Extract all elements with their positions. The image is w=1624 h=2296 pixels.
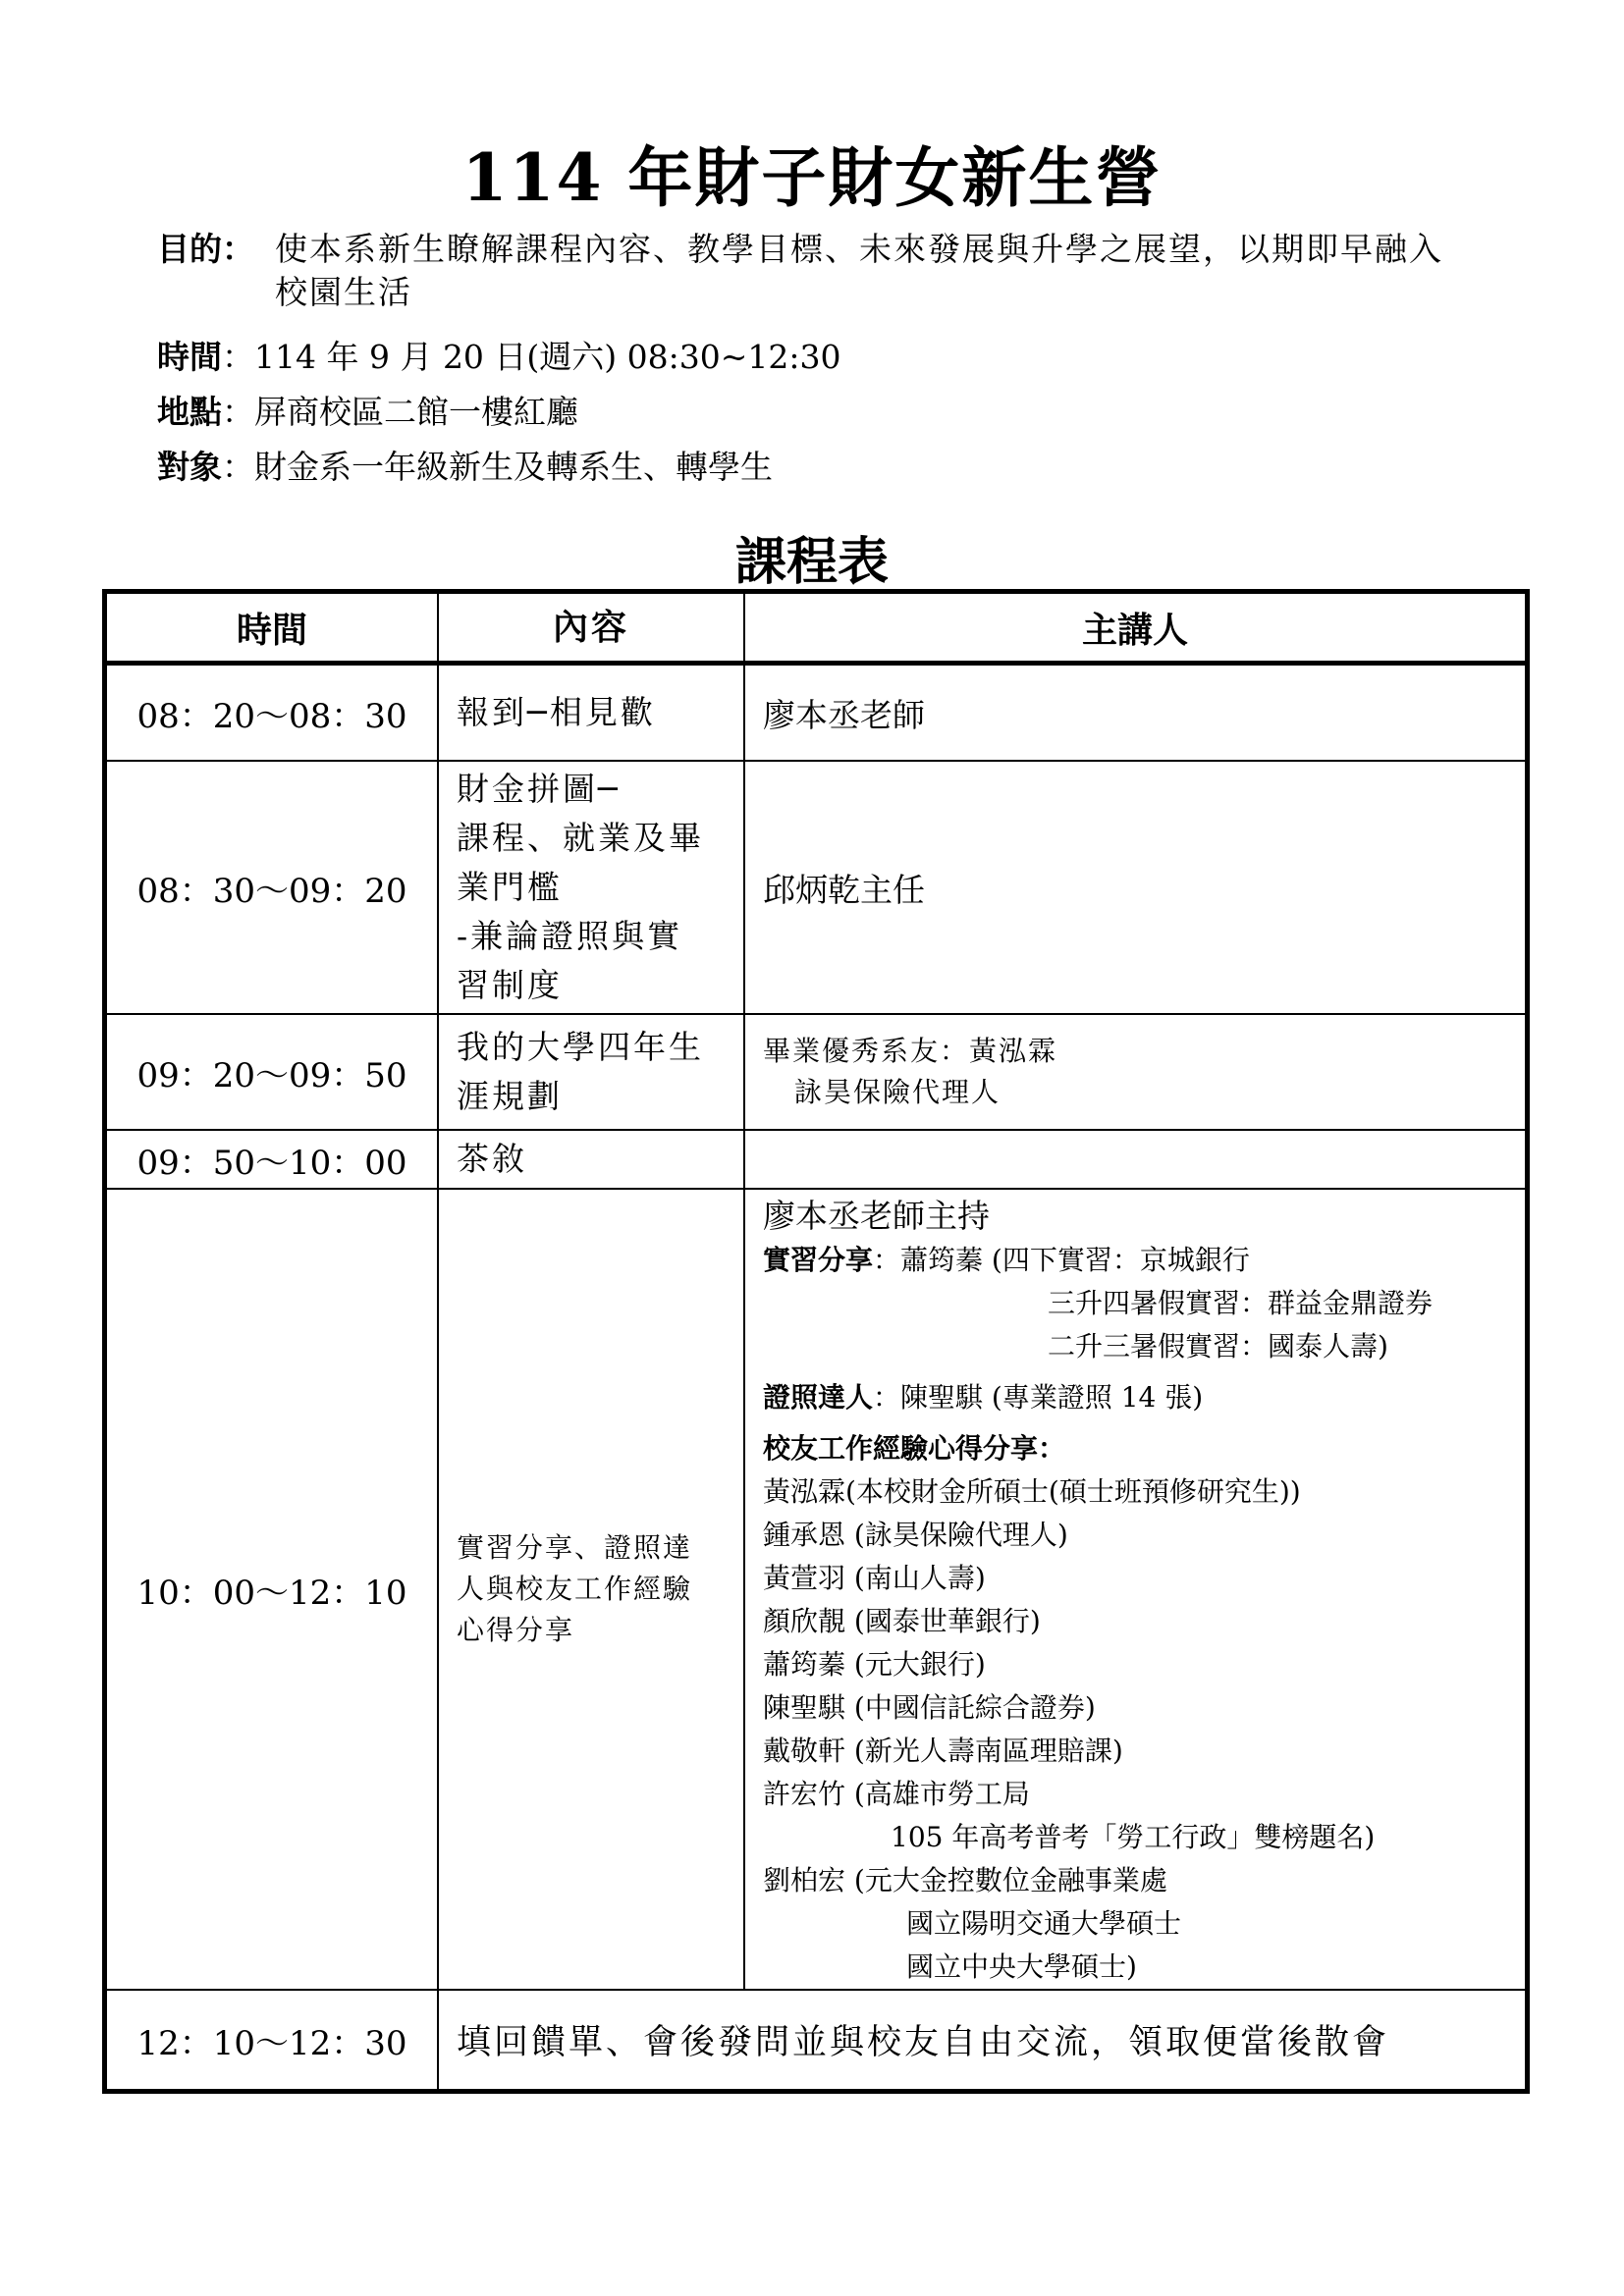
content-line: 財金拼圖─ [457,770,621,808]
content-line: 茶敘 [457,1140,527,1178]
purpose-section [157,228,1473,314]
content-line: 習制度 [457,966,563,1004]
purpose-text: 使本系新生瞭解課程內容、教學目標、未來發展與升學之展望，以期即早融入校園生活 [275,230,1443,311]
table-row [105,1990,1528,2092]
table-row [105,1130,1528,1189]
intern-label: 實習分享 [763,1244,874,1276]
cert-label: 證照達人 [763,1381,874,1414]
content-line: 心得分享 [457,1614,575,1646]
content-line: 報到─相見歡 [457,693,656,731]
row-time: 12：10～12：30 [105,1990,439,2092]
header-content: 內容 [438,592,744,664]
header-speaker: 主講人 [744,592,1528,664]
row-time: 08：20～08：30 [105,664,439,762]
row-content [438,761,744,1014]
row-time: 09：20～09：50 [105,1014,439,1130]
content-line: 課程、就業及畢 [457,819,704,857]
row-content [438,1014,744,1130]
alumni-line: 黃泓霖(本校財金所碩士(碩士班預修研究生)) [763,1475,1301,1508]
row-time: 10：00～12：10 [105,1189,439,1990]
alumni-line: 國立中央大學碩士) [906,1950,1137,1983]
speaker-line: 畢業優秀系友：黃泓霖 [763,1035,1058,1067]
row-speaker [744,1130,1528,1189]
row-content [438,1189,744,1990]
content-line: 涯規劃 [457,1077,563,1115]
table-row [105,1014,1528,1130]
content-line: -兼論證照與實 [457,917,683,955]
alumni-line: 蕭筠蓁 (元大銀行) [763,1648,986,1681]
row-speaker [744,664,1528,762]
alumni-line: 許宏竹 (高雄市勞工局 [763,1778,1030,1810]
alumni-line: 鍾承恩 (詠昊保險代理人) [763,1519,1068,1551]
alumni-line: 105 年高考普考「勞工行政」雙榜題名) [891,1821,1376,1853]
content-line: 我的大學四年生 [457,1028,704,1066]
content-line: 業門檻 [457,868,563,906]
table-row [105,664,1528,762]
speaker-line: 詠昊保險代理人 [794,1076,1001,1108]
speaker-line: 廖本丞老師 [763,695,925,734]
time-section [157,336,841,379]
schedule-table [102,589,1530,2094]
target-text: ：財金系一年級新生及轉系生、轉學生 [222,448,773,486]
target-section [157,446,773,489]
speaker-line: 邱炳乾主任 [763,870,925,909]
header-time: 時間 [105,592,439,664]
row-time: 09：50～10：00 [105,1130,439,1189]
alumni-line: 國立陽明交通大學碩士 [906,1907,1182,1940]
intern-text: ：蕭筠蓁 (四下實習：京城銀行 [873,1244,1250,1276]
place-text: ：屏商校區二館一樓紅廳 [222,393,578,431]
row-time: 08：30～09：20 [105,761,439,1014]
table-row [105,761,1528,1014]
row-content [438,1130,744,1189]
cert-line [763,1376,1525,1419]
host-line: 廖本丞老師主持 [763,1197,990,1235]
alumni-line: 戴敬軒 (新光人壽南區理賠課) [763,1735,1123,1767]
alumni-line: 劉柏宏 (元大金控數位金融事業處 [763,1864,1167,1896]
intern-line [763,1239,1525,1282]
row-speaker [744,761,1528,1014]
content-line: 人與校友工作經驗 [457,1573,693,1605]
alumni-label: 校友工作經驗心得分享： [763,1432,1066,1465]
page-title: 114 年財子財女新生營 [461,139,1163,216]
intern-line: 三升四暑假實習：群益金鼎證券 [1048,1287,1434,1319]
row-speaker [744,1014,1528,1130]
alumni-line: 顏欣靚 (國泰世華銀行) [763,1605,1041,1637]
place-section [157,391,578,434]
row-content [438,664,744,762]
schedule-title: 課程表 [734,532,889,592]
cert-text: ：陳聖騏 (專業證照 14 張) [873,1381,1204,1414]
intern-line: 二升三暑假實習：國泰人壽) [1048,1330,1388,1362]
alumni-line: 陳聖騏 (中國信託綜合證券) [763,1691,1096,1724]
target-label: 對象 [157,448,222,486]
time-label: 時間 [157,338,222,376]
table-row [105,1189,1528,1990]
content-line: 實習分享、證照達 [457,1531,693,1564]
closing-activity: 填回饋單、會後發問並與校友自由交流，領取便當後散會 [438,1990,1528,2092]
alumni-line: 黃萱羽 (南山人壽) [763,1562,986,1594]
table-header-row [105,592,1528,664]
place-label: 地點 [157,393,222,431]
time-text: ：114 年 9 月 20 日(週六) 08:30~12:30 [222,338,841,376]
purpose-label: 目的： [157,230,254,268]
row-speaker [744,1189,1528,1990]
